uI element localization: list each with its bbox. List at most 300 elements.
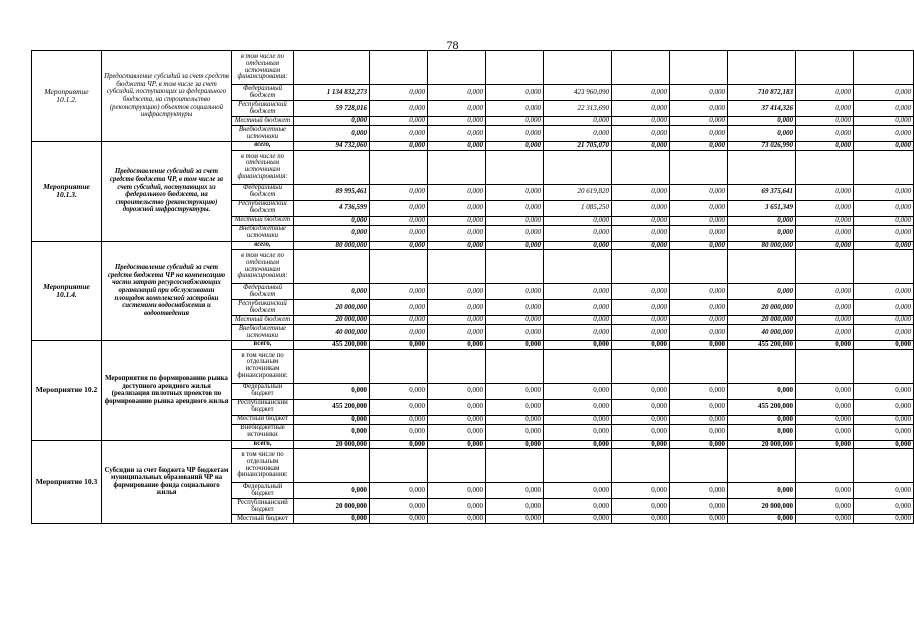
amount-cell: 0,000	[428, 483, 486, 499]
amount-cell: 0,000	[428, 316, 486, 325]
funding-source: в том числе по отдельным источникам финансирования:	[232, 449, 294, 483]
amount-cell	[544, 150, 612, 184]
amount-cell: 0,000	[854, 325, 914, 341]
amount-cell: 21 705,070	[544, 142, 612, 151]
amount-cell: 455 200,000	[728, 341, 796, 350]
event-name: Мероприятие 10.1.3.	[32, 142, 102, 242]
event-name: Мероприятие 10.1.2.	[32, 51, 102, 142]
funding-source: Республиканский бюджет	[232, 101, 294, 117]
amount-cell: 0,000	[728, 117, 796, 126]
funding-source: Местный бюджет	[232, 316, 294, 325]
amount-total: 0,000	[294, 225, 370, 241]
amount-cell: 0,000	[544, 424, 612, 440]
funding-source: Внебюджетные источники	[232, 225, 294, 241]
amount-cell: 0,000	[486, 316, 544, 325]
amount-cell: 0,000	[612, 399, 670, 415]
amount-cell	[670, 51, 728, 85]
amount-cell: 423 960,090	[544, 85, 612, 101]
amount-cell: 0,000	[796, 225, 854, 241]
amount-cell: 0,000	[670, 216, 728, 225]
amount-cell: 0,000	[370, 126, 428, 142]
amount-cell: 0,000	[486, 300, 544, 316]
amount-cell: 0,000	[544, 216, 612, 225]
amount-cell: 0,000	[796, 200, 854, 216]
amount-cell: 0,000	[486, 499, 544, 515]
amount-cell: 0,000	[854, 184, 914, 200]
amount-cell	[728, 449, 796, 483]
amount-cell	[854, 51, 914, 85]
funding-source: в том числе по отдельным источникам финансирования:	[232, 150, 294, 184]
amount-cell: 0,000	[370, 316, 428, 325]
amount-total: 0,000	[294, 424, 370, 440]
amount-cell: 0,000	[854, 126, 914, 142]
amount-cell: 0,000	[854, 216, 914, 225]
amount-cell	[854, 449, 914, 483]
amount-total	[294, 250, 370, 284]
funding-source: Внебюджетные источники	[232, 325, 294, 341]
amount-cell: 0,000	[728, 126, 796, 142]
amount-cell: 0,000	[670, 316, 728, 325]
amount-cell: 0,000	[370, 101, 428, 117]
amount-total: 0,000	[294, 117, 370, 126]
funding-source: Федеральный бюджет	[232, 184, 294, 200]
amount-cell: 0,000	[370, 383, 428, 399]
amount-total: 94 732,060	[294, 142, 370, 151]
funding-source: Местный бюджет	[232, 216, 294, 225]
amount-cell: 0,000	[486, 399, 544, 415]
amount-cell: 0,000	[612, 284, 670, 300]
amount-cell: 0,000	[370, 142, 428, 151]
amount-cell: 1 085,250	[544, 200, 612, 216]
amount-cell: 0,000	[854, 399, 914, 415]
funding-source: всего,	[232, 142, 294, 151]
amount-cell: 0,000	[428, 200, 486, 216]
amount-cell: 0,000	[612, 216, 670, 225]
amount-cell	[544, 349, 612, 383]
amount-cell: 20 000,000	[728, 300, 796, 316]
amount-cell: 20 000,000	[728, 499, 796, 515]
amount-cell: 69 375,641	[728, 184, 796, 200]
amount-cell: 0,000	[612, 316, 670, 325]
amount-cell: 0,000	[486, 216, 544, 225]
amount-cell	[370, 349, 428, 383]
amount-cell: 0,000	[486, 142, 544, 151]
amount-cell: 710 872,183	[728, 85, 796, 101]
amount-cell: 0,000	[428, 117, 486, 126]
funding-source: в том числе по отдельным источникам финансирования:	[232, 51, 294, 85]
amount-cell	[486, 449, 544, 483]
event-name: Мероприятие 10.3	[32, 440, 102, 524]
amount-cell: 0,000	[854, 101, 914, 117]
amount-cell: 0,000	[428, 424, 486, 440]
amount-cell: 0,000	[544, 399, 612, 415]
amount-cell: 0,000	[612, 440, 670, 449]
amount-cell	[796, 51, 854, 85]
amount-cell: 0,000	[428, 499, 486, 515]
amount-cell: 0,000	[486, 184, 544, 200]
amount-cell: 0,000	[370, 499, 428, 515]
amount-cell: 0,000	[612, 499, 670, 515]
funding-source: Внебюджетные источники	[232, 126, 294, 142]
amount-cell: 0,000	[854, 284, 914, 300]
amount-total: 0,000	[294, 415, 370, 424]
amount-cell: 0,000	[428, 415, 486, 424]
amount-cell: 0,000	[854, 300, 914, 316]
funding-source: в том числе по отдельным источникам финансирования:	[232, 349, 294, 383]
amount-cell: 0,000	[796, 284, 854, 300]
amount-cell: 0,000	[428, 383, 486, 399]
amount-cell: 0,000	[670, 399, 728, 415]
amount-cell: 0,000	[796, 126, 854, 142]
amount-cell: 3 651,349	[728, 200, 796, 216]
amount-cell	[428, 51, 486, 85]
amount-cell: 0,000	[370, 200, 428, 216]
amount-cell: 0,000	[428, 440, 486, 449]
amount-cell	[612, 349, 670, 383]
amount-cell: 0,000	[796, 440, 854, 449]
amount-cell	[370, 150, 428, 184]
funding-source: Местный бюджет	[232, 415, 294, 424]
amount-total	[294, 51, 370, 85]
amount-total: 0,000	[294, 515, 370, 524]
amount-cell: 0,000	[670, 117, 728, 126]
amount-cell: 0,000	[486, 200, 544, 216]
amount-cell	[728, 250, 796, 284]
amount-cell: 0,000	[486, 424, 544, 440]
amount-cell: 0,000	[428, 300, 486, 316]
amount-cell: 0,000	[544, 300, 612, 316]
event-name: Мероприятие 10.1.4.	[32, 241, 102, 341]
funding-source: Федеральный бюджет	[232, 85, 294, 101]
funding-source: Федеральный бюджет	[232, 284, 294, 300]
amount-cell: 0,000	[670, 225, 728, 241]
funding-source: Республиканский бюджет	[232, 300, 294, 316]
amount-cell: 0,000	[796, 499, 854, 515]
funding-source: Местный бюджет	[232, 117, 294, 126]
amount-cell: 0,000	[544, 316, 612, 325]
amount-cell	[428, 250, 486, 284]
amount-cell: 0,000	[854, 515, 914, 524]
amount-cell: 0,000	[428, 515, 486, 524]
amount-cell	[796, 150, 854, 184]
amount-cell	[670, 150, 728, 184]
amount-cell: 0,000	[370, 117, 428, 126]
amount-cell: 0,000	[854, 415, 914, 424]
amount-cell	[854, 349, 914, 383]
table-row	[32, 142, 914, 151]
amount-cell: 0,000	[486, 383, 544, 399]
amount-total	[294, 449, 370, 483]
amount-total: 20 000,000	[294, 440, 370, 449]
amount-cell: 0,000	[728, 515, 796, 524]
amount-cell: 0,000	[428, 341, 486, 350]
funding-source: в том числе по отдельным источникам финансирования:	[232, 250, 294, 284]
amount-cell: 0,000	[854, 424, 914, 440]
amount-cell: 20 000,000	[728, 440, 796, 449]
amount-cell: 0,000	[612, 325, 670, 341]
amount-cell: 0,000	[670, 383, 728, 399]
amount-cell: 0,000	[544, 499, 612, 515]
amount-cell: 0,000	[796, 383, 854, 399]
amount-total: 20 000,000	[294, 300, 370, 316]
amount-cell: 0,000	[796, 325, 854, 341]
amount-cell: 0,000	[544, 284, 612, 300]
amount-cell: 0,000	[670, 184, 728, 200]
amount-cell: 80 000,000	[728, 241, 796, 250]
amount-cell: 0,000	[796, 483, 854, 499]
amount-cell	[854, 150, 914, 184]
amount-cell: 0,000	[486, 85, 544, 101]
amount-total: 455 200,000	[294, 341, 370, 350]
amount-cell: 0,000	[612, 85, 670, 101]
amount-cell: 22 313,690	[544, 101, 612, 117]
amount-total: 89 995,461	[294, 184, 370, 200]
amount-cell: 0,000	[544, 483, 612, 499]
amount-cell: 0,000	[854, 341, 914, 350]
amount-cell: 0,000	[854, 316, 914, 325]
amount-cell: 0,000	[428, 184, 486, 200]
amount-cell: 0,000	[854, 117, 914, 126]
amount-cell: 0,000	[370, 325, 428, 341]
amount-cell: 0,000	[612, 142, 670, 151]
amount-total: 4 736,599	[294, 200, 370, 216]
amount-cell: 0,000	[612, 515, 670, 524]
event-description: Мероприятия по формированию рынка доступного арендного жилья (реализация пилотных проектов по формированию рынка арендного жилья	[102, 341, 232, 441]
amount-cell: 0,000	[612, 415, 670, 424]
amount-cell: 0,000	[796, 300, 854, 316]
amount-cell: 0,000	[544, 117, 612, 126]
amount-cell	[544, 449, 612, 483]
amount-cell: 0,000	[544, 415, 612, 424]
amount-cell: 0,000	[796, 241, 854, 250]
amount-cell: 0,000	[612, 126, 670, 142]
amount-cell	[544, 51, 612, 85]
amount-cell: 0,000	[854, 383, 914, 399]
amount-cell: 0,000	[796, 117, 854, 126]
amount-cell: 0,000	[486, 483, 544, 499]
amount-cell: 0,000	[670, 200, 728, 216]
amount-cell	[854, 250, 914, 284]
amount-cell: 0,000	[728, 415, 796, 424]
amount-cell: 0,000	[544, 383, 612, 399]
table-row	[32, 51, 914, 85]
amount-cell: 0,000	[796, 184, 854, 200]
amount-cell: 0,000	[670, 126, 728, 142]
funding-source: Федеральный бюджет	[232, 483, 294, 499]
amount-total: 20 000,000	[294, 316, 370, 325]
amount-cell: 0,000	[544, 325, 612, 341]
amount-cell: 0,000	[428, 216, 486, 225]
amount-cell: 0,000	[428, 325, 486, 341]
amount-cell: 0,000	[854, 483, 914, 499]
funding-source: всего,	[232, 341, 294, 350]
amount-cell: 0,000	[670, 325, 728, 341]
amount-cell: 0,000	[796, 142, 854, 151]
amount-cell: 37 414,326	[728, 101, 796, 117]
funding-source: всего,	[232, 440, 294, 449]
amount-total: 0,000	[294, 126, 370, 142]
amount-cell: 0,000	[486, 341, 544, 350]
amount-cell: 0,000	[670, 142, 728, 151]
amount-cell: 0,000	[370, 85, 428, 101]
budget-table	[31, 50, 914, 524]
amount-total	[294, 349, 370, 383]
amount-cell: 0,000	[854, 241, 914, 250]
amount-cell: 0,000	[544, 225, 612, 241]
amount-cell	[612, 449, 670, 483]
amount-cell	[670, 250, 728, 284]
amount-cell: 20 619,820	[544, 184, 612, 200]
amount-cell: 0,000	[544, 515, 612, 524]
amount-cell: 0,000	[728, 216, 796, 225]
amount-cell: 0,000	[486, 241, 544, 250]
amount-cell	[796, 349, 854, 383]
table-row	[32, 440, 914, 449]
amount-cell: 0,000	[854, 499, 914, 515]
amount-cell: 0,000	[612, 300, 670, 316]
amount-cell: 0,000	[612, 225, 670, 241]
amount-cell: 0,000	[370, 241, 428, 250]
amount-cell: 0,000	[854, 200, 914, 216]
amount-cell	[612, 150, 670, 184]
amount-cell: 0,000	[486, 225, 544, 241]
amount-cell: 0,000	[728, 383, 796, 399]
amount-cell: 0,000	[796, 85, 854, 101]
amount-cell: 0,000	[370, 424, 428, 440]
amount-cell: 0,000	[796, 316, 854, 325]
amount-cell: 0,000	[854, 142, 914, 151]
amount-cell: 0,000	[370, 415, 428, 424]
amount-cell: 0,000	[670, 415, 728, 424]
amount-cell: 0,000	[370, 184, 428, 200]
amount-cell	[728, 51, 796, 85]
amount-total: 0,000	[294, 383, 370, 399]
amount-cell: 0,000	[428, 142, 486, 151]
amount-cell: 0,000	[486, 126, 544, 142]
amount-cell: 0,000	[612, 483, 670, 499]
amount-cell	[486, 150, 544, 184]
amount-total: 1 134 832,273	[294, 85, 370, 101]
amount-cell	[796, 250, 854, 284]
amount-cell	[486, 250, 544, 284]
amount-cell: 0,000	[370, 300, 428, 316]
amount-cell: 0,000	[428, 399, 486, 415]
amount-cell: 0,000	[370, 399, 428, 415]
amount-total: 59 728,016	[294, 101, 370, 117]
amount-cell: 0,000	[612, 241, 670, 250]
amount-cell: 0,000	[728, 424, 796, 440]
amount-cell: 0,000	[370, 483, 428, 499]
amount-cell: 0,000	[486, 415, 544, 424]
event-name: Мероприятие 10.2	[32, 341, 102, 441]
amount-cell: 0,000	[670, 499, 728, 515]
amount-cell: 0,000	[612, 117, 670, 126]
amount-total: 0,000	[294, 216, 370, 225]
amount-cell: 0,000	[544, 241, 612, 250]
amount-cell: 0,000	[428, 284, 486, 300]
amount-cell: 0,000	[670, 515, 728, 524]
amount-cell: 0,000	[728, 225, 796, 241]
amount-cell: 73 026,990	[728, 142, 796, 151]
amount-cell: 0,000	[486, 101, 544, 117]
amount-cell: 0,000	[796, 515, 854, 524]
amount-cell: 0,000	[670, 241, 728, 250]
amount-total: 20 000,000	[294, 499, 370, 515]
amount-cell: 0,000	[428, 241, 486, 250]
event-description: Субсидии за счет бюджета ЧР бюджетам муниципальных образований ЧР на формирование фонда социального жилья	[102, 440, 232, 524]
event-description: Предоставление субсидий за счет средств бюджета ЧР на компенсацию части затрат ресурсоснабжающих организаций при обслуживании площадок комплексной застройки системами водоснабжения и водоотведения	[102, 241, 232, 341]
table-row	[32, 241, 914, 250]
amount-cell: 0,000	[796, 216, 854, 225]
amount-cell: 0,000	[670, 101, 728, 117]
amount-cell	[428, 449, 486, 483]
amount-cell: 0,000	[670, 284, 728, 300]
amount-cell	[796, 449, 854, 483]
amount-cell: 0,000	[728, 284, 796, 300]
amount-cell: 0,000	[854, 85, 914, 101]
amount-cell	[370, 51, 428, 85]
amount-total: 40 000,000	[294, 325, 370, 341]
funding-source: Республиканский бюджет	[232, 200, 294, 216]
amount-cell: 0,000	[670, 440, 728, 449]
amount-cell: 0,000	[796, 415, 854, 424]
amount-cell	[486, 51, 544, 85]
amount-cell: 0,000	[796, 399, 854, 415]
amount-cell	[670, 449, 728, 483]
amount-cell	[612, 250, 670, 284]
amount-total	[294, 150, 370, 184]
amount-cell: 0,000	[370, 515, 428, 524]
funding-source: Внебюджетные источники	[232, 424, 294, 440]
amount-total: 0,000	[294, 483, 370, 499]
amount-cell: 0,000	[544, 440, 612, 449]
amount-cell: 40 000,000	[728, 325, 796, 341]
event-description: Предоставление субсидий за счет средств бюджета ЧР, в том числе за счет субсидий, поступающих из федерального бюджета, на строительство (реконструкцию) объектов социальной инфраструктуры	[102, 51, 232, 142]
amount-cell: 0,000	[796, 101, 854, 117]
table-row	[32, 341, 914, 350]
amount-cell	[486, 349, 544, 383]
amount-cell	[428, 150, 486, 184]
amount-total: 455 200,000	[294, 399, 370, 415]
amount-cell: 0,000	[486, 117, 544, 126]
amount-total: 80 000,000	[294, 241, 370, 250]
amount-cell: 0,000	[428, 101, 486, 117]
amount-cell	[544, 250, 612, 284]
page-number: 78	[446, 38, 459, 52]
amount-cell: 0,000	[544, 126, 612, 142]
amount-cell: 0,000	[854, 225, 914, 241]
amount-cell: 0,000	[428, 85, 486, 101]
amount-cell: 0,000	[486, 440, 544, 449]
amount-cell: 0,000	[670, 424, 728, 440]
funding-source: Местный бюджет	[232, 515, 294, 524]
amount-cell	[728, 150, 796, 184]
amount-cell: 0,000	[486, 515, 544, 524]
amount-cell: 0,000	[612, 200, 670, 216]
amount-cell: 0,000	[370, 216, 428, 225]
amount-cell: 20 000,000	[728, 316, 796, 325]
amount-cell	[728, 349, 796, 383]
amount-cell: 0,000	[544, 341, 612, 350]
funding-source: Республиканский бюджет	[232, 399, 294, 415]
funding-source: Федеральный бюджет	[232, 383, 294, 399]
amount-cell	[612, 51, 670, 85]
amount-cell: 0,000	[854, 440, 914, 449]
amount-cell: 0,000	[796, 424, 854, 440]
amount-cell: 0,000	[428, 126, 486, 142]
amount-cell: 0,000	[612, 383, 670, 399]
amount-cell: 0,000	[670, 300, 728, 316]
